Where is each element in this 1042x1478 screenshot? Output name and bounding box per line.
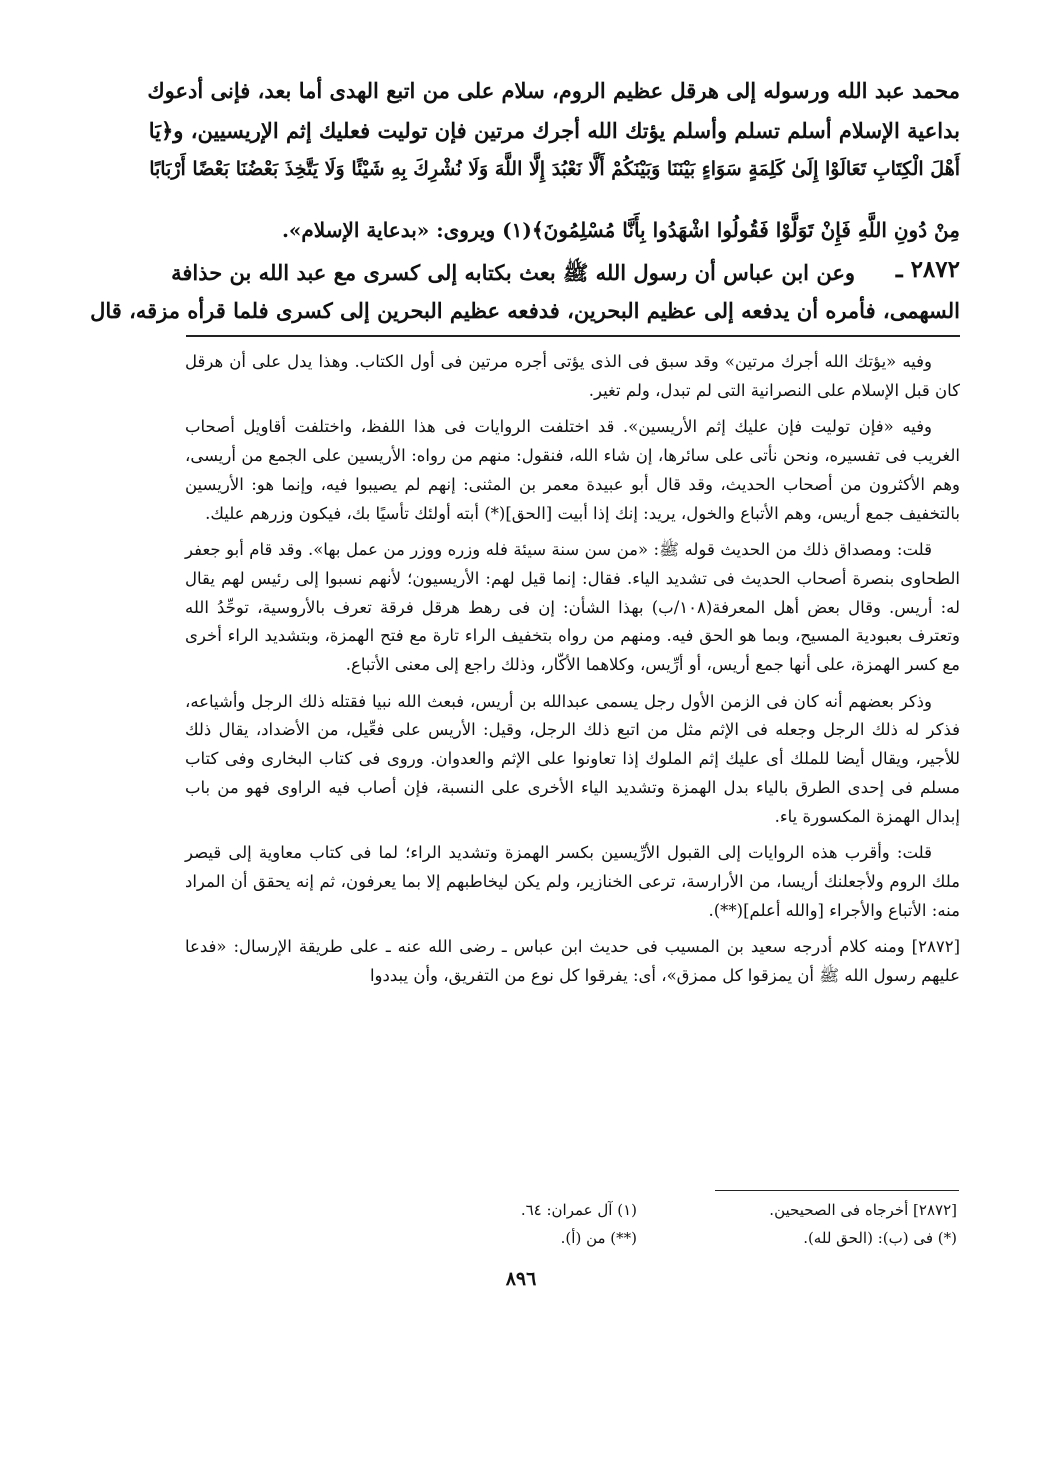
main-text-line-3-quran: أَهْلَ الْكِتَابِ تَعَالَوْا إِلَىٰ كَلِمَةٍ سَوَاءٍ بَيْنَنَا وَبَيْنَكُمْ أَلَّا نَعْبُدَ إِلَّا اللَّهَ وَلَا نُشْرِكَ بِهِ شَيْئًا وَلَا يَتَّخِذَ بَعْضُنَا بَعْضًا أَرْبَابًا: [149, 158, 960, 180]
footnote-quran-ref: (١) آل عمران: ٦٤.: [520, 1201, 637, 1219]
commentary-paragraph-5: قلت: وأقرب هذه الروايات إلى القبول الأرِّيسين بكسر الهمزة وتشديد الراء؛ لما فى كتاب معاوية إلى قيصر ملك الروم ولأجعلنك أريسا، من الأرارسة، ترعى الخنازير، ولم يكن ليخاطبهم إلا بما يعرفون، ثم إنه يحقق أن المراد منه: الأتباع والأجراء [والله أعلم](**).: [185, 843, 960, 920]
main-text-line-4-quran: مِنْ دُونِ اللَّهِ فَإِنْ تَوَلَّوْا فَقُولُوا اشْهَدُوا بِأَنَّا مُسْلِمُونَ﴾(١) ويروى: «بدعاية الإسلام».: [281, 218, 960, 242]
commentary-paragraph-1: وفيه «يؤتك الله أجرك مرتين» وقد سبق فى الذى يؤتى أجره مرتين فى أول الكتاب. وهذا يدل على أن هرقل كان قبل الإسلام على النصرانية التى لم تبدل، ولم تغير.: [185, 352, 960, 400]
footnote-variant-a: (**) من (أ).: [560, 1229, 637, 1247]
footnote-divider: [715, 1190, 959, 1191]
commentary: [185, 348, 960, 999]
main-text-line-1: محمد عبد الله ورسوله إلى هرقل عظيم الروم، سلام على من اتبع الهدى أما بعد، فإنى أدعوك: [147, 78, 960, 103]
footnote-variant-b: (*) فى (ب): (الحق لله).: [803, 1229, 957, 1247]
commentary-paragraph-6: [٢٨٧٢] ومنه كلام أدرجه سعيد بن المسيب فى حديث ابن عباس ـ رضى الله عنه ـ على طريقة الإرسال: «فدعا عليهم رسول الله ﷺ أن يمزقوا كل ممزق»، أى: يفرقوا كل نوع من التفريق، وأن يبددوا: [185, 937, 960, 986]
commentary-paragraph-3: قلت: ومصداق ذلك من الحديث قوله ﷺ: «من سن سنة سيئة فله وزره ووزر من عمل بها». وقد قام أبو جعفر الطحاوى بنصرة أصحاب الحديث فى تشديد الياء. فقال: إنما قيل لهم: الأريسيون؛ لأنهم نسبوا إلى رئيس لهم يقال له: أريس. وقال بعض أهل المعرفة(١٠٨/ب) بهذا الشأن: إن فى رهط هرقل فرقة تعرف بالأروسية، توحِّدُ الله وتعترف بعبودية المسيح، وبما هو الحق فيه. ومنهم من رواه بتخفيف الراء تارة مع فتح الهمزة، وبتشديد الراء أخرى مع كسر الهمزة، على أنها جمع أريس، أو أرِّيس، وكلاهما الأكّار، وذلك راجع إلى معنى الأتباع.: [185, 540, 961, 675]
section-divider: [186, 335, 960, 337]
footnote-hadith-source: [٢٨٧٢] أخرجاه فى الصحيحين.: [769, 1201, 957, 1219]
hadith-number: ٢٨٧٢ ـ: [895, 256, 960, 283]
page-number: ٨٩٦: [505, 1268, 537, 1290]
commentary-paragraph-2: وفيه «فإن توليت فإن عليك إثم الأريسين». قد اختلفت الروايات فى هذا اللفظ، واختلفت أقاويل أصحاب الغريب فى تفسيره، ونحن نأتى على سائرها، إن شاء الله، فنقول: منهم من رواه: الأريسين على الجمع من أريسى، وهم الأكثرون من أصحاب الحديث، وقد قال أبو عبيدة معمر بن المثنى: إنهم لم يصيبوا فيه، وإنما هو: الأريسين بالتخفيف جمع أريس، وهم الأتباع والخول، يريد: إنك إذا أبيت [الحق](*) أبته أولئك تأسيًا بك، فيكون وزرهم عليك.: [185, 417, 960, 523]
main-text-line-6: السهمى، فأمره أن يدفعه إلى عظيم البحرين، فدفعه عظيم البحرين إلى كسرى فلما قرأه مزقه، قال: [90, 298, 960, 323]
main-text-line-2: بداعية الإسلام أسلم تسلم وأسلم يؤتك الله أجرك مرتين فإن توليت فعليك إثم الإريسيين، و﴿يَا: [148, 118, 960, 143]
commentary-paragraph-4: وذكر بعضهم أنه كان فى الزمن الأول رجل يسمى عبدالله بن أريس، فبعث الله نبيا فقتله ذلك الرجل وأشياعه، فذكر له ذلك الرجل وجعله فى الإثم مثل من اتبع ذلك الرجل، وقيل: الأريس على فعِّيل، من الأضداد، يقال ذلك للأجير، ويقال أيضا للملك أى عليك إثم الملوك إذا تعاونوا على الإثم والعدوان. وروى فى كتاب البخارى وفى كتاب مسلم فى إحدى الطرق بالياء بدل الهمزة وتشديد الياء الأخرى على النسبة، فإن أصاب فيه الراوى فهو من باب إبدال الهمزة المكسورة ياء.: [185, 691, 960, 826]
main-text-line-5: وعن ابن عباس أن رسول الله ﷺ بعث بكتابه إلى كسرى مع عبد الله بن حذافة: [171, 260, 855, 285]
